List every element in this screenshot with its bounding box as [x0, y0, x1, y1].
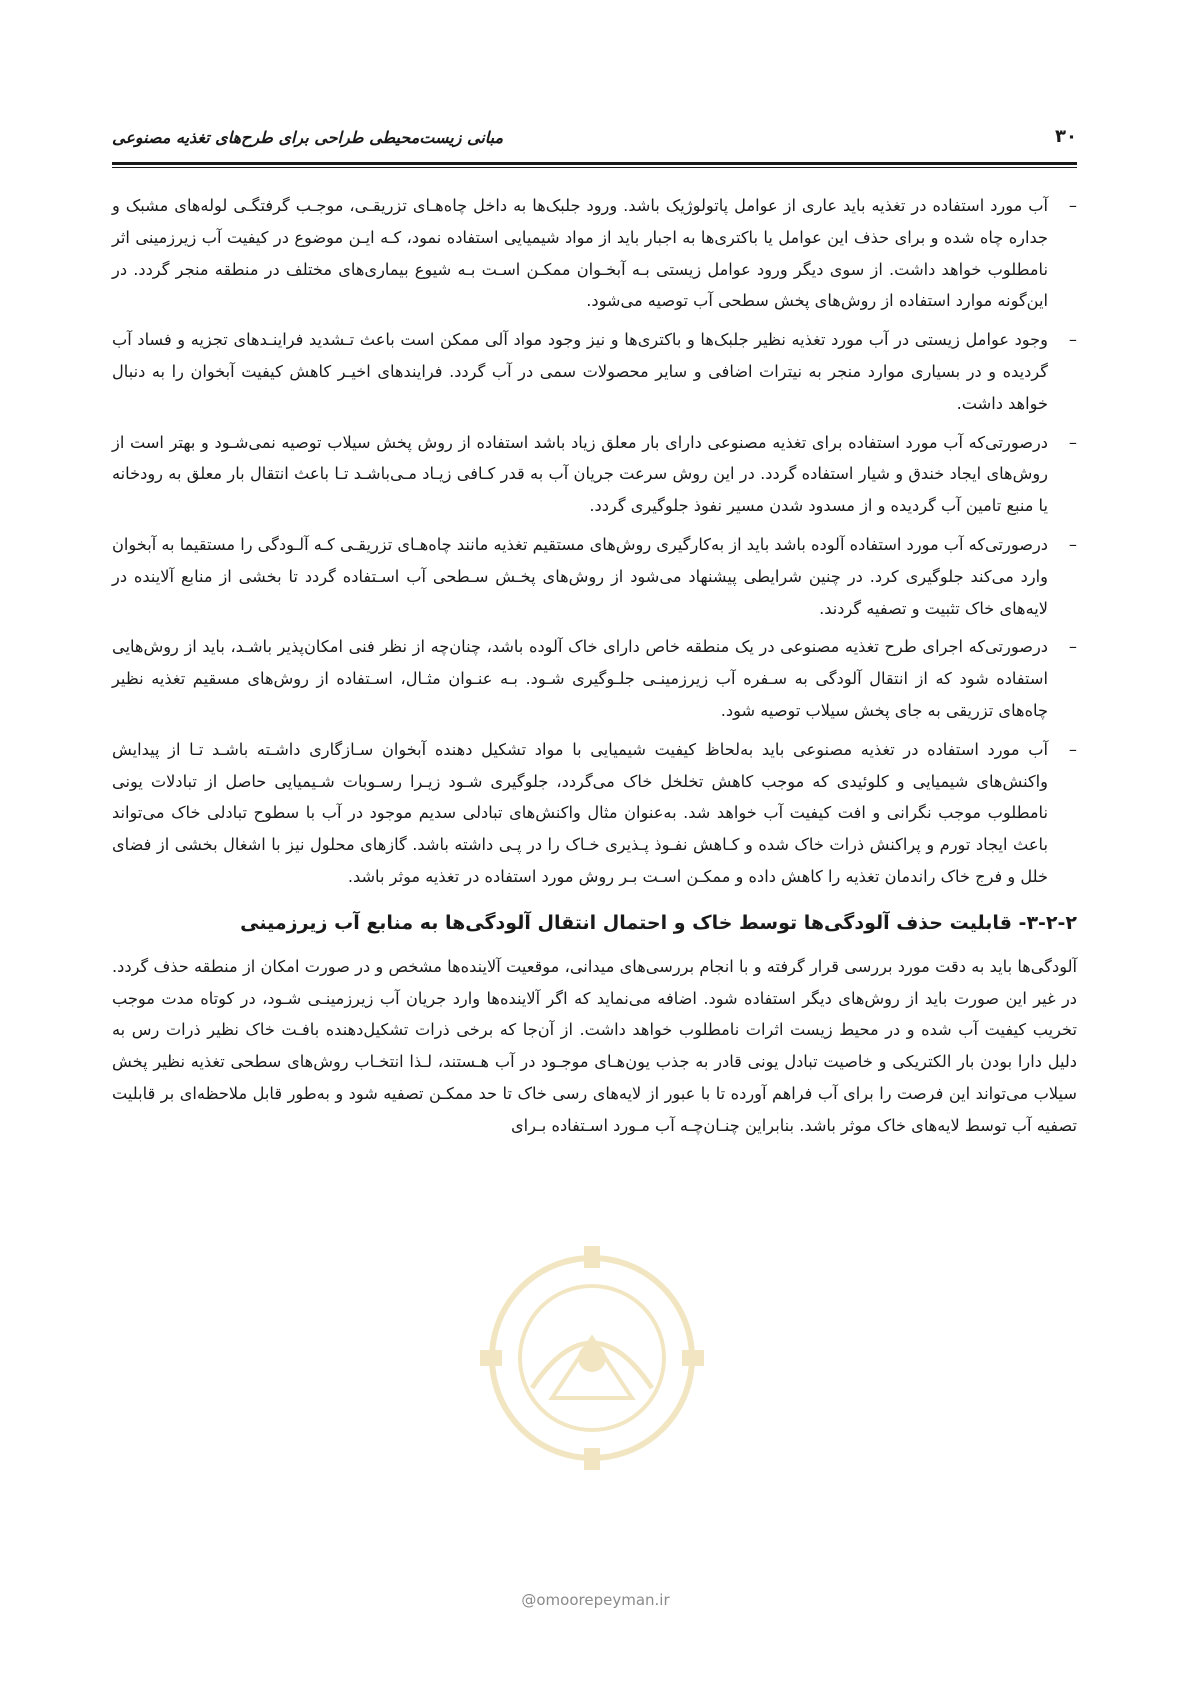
section-heading: ۳-۲-۲- قابلیت حذف آلودگی‌ها توسط خاک و احتمال انتقال آلودگی‌ها به منابع آب زیرزمینی [240, 911, 1077, 934]
dash-bullet-icon: – [1068, 196, 1077, 215]
list-item [112, 427, 1077, 522]
list-item-text: درصورتی‌که اجرای طرح تغذیه مصنوعی در یک منطقه خاص دارای خاک آلوده باشد، چنان‌چه از نظر فنی امکان‌پذیر باشـد، باید از روش‌هایی استفاده شود که از انتقال آلودگی به سـفره آب زیرزمینـی جلـوگیری شـود. بـه عنـوان مثـال، اسـتفاده از روش‌های مسقیم تغذیه نظیر چاه‌های تزریقی به جای پخش سیلاب توصیه شود. [112, 637, 1048, 720]
dash-bullet-icon: – [1068, 330, 1077, 350]
list-item-text: درصورتی‌که آب مورد استفاده آلوده باشد باید از به‌کارگیری روش‌های مستقیم تغذیه مانند چاه‌هـای تزریقـی کـه آلـودگی را مستقیما به آبخوان وارد می‌کند جلوگیری کرد. در چنین شرایطی پیشنهاد می‌شود از روش‌های پخـش سـطحی آب اسـتفاده گردد تا بخشی از منابع آلاینده در لایه‌های خاک تثبیت و تصفیه گردند. [112, 534, 1048, 618]
list-item [112, 190, 1077, 317]
watermark-logo-icon [472, 1238, 712, 1478]
dash-bullet-icon: – [1068, 534, 1077, 554]
list-item [112, 529, 1077, 624]
page-content [112, 190, 1077, 1142]
page-number: ۳۰ [1055, 126, 1077, 147]
watermark-url: @omoorepeyman.ir [521, 1591, 670, 1609]
running-title: مبانی زیست‌محیطی طراحی برای طرح‌های تغذیه مصنوعی [112, 128, 504, 147]
list-item [112, 734, 1077, 893]
dash-bullet-icon: – [1068, 739, 1077, 759]
dash-bullet-icon: – [1068, 637, 1077, 657]
body-paragraph: آلودگی‌ها باید به دقت مورد بررسی قرار گرفته و با انجام بررسی‌های میدانی، موقعیت آلاینده‌ها مشخص و در صورت امکان از منطقه حذف گردد. در غیر این صورت باید از روش‌های دیگر استفاده شود. اضافه می‌نماید که اگر آلاینده‌ها وارد جریان آب زیرزمینـی شـود، در کوتاه مدت موجب تخریب کیفیت آب شده و در محیط زیست اثرات نامطلوب خواهد داشت. از آن‌جا که برخی ذرات تشکیل‌دهنده بافـت خاک نظیر ذرات رس به دلیل دارا بودن بار الکتریکی و خاصیت تبادل یونی قادر به جذب یون‌هـای موجـود در آب هـستند، لـذا انتخـاب روش‌های سطحی تغذیه نظیر پخش سیلاب می‌تواند این فرصت را برای آب فراهم آورده تا با عبور از لایه‌های رسی خاک تا حد ممکـن تصفیه شود و به‌طور قابل ملاحظه‌ای بر قابلیت تصفیه آب توسط لایه‌های خاک موثر باشد. بنابراین چنـان‌چـه آب مـورد اسـتفاده بـرای [112, 956, 1077, 1135]
bullet-list [112, 190, 1077, 893]
list-item-text: وجود عوامل زیستی در آب مورد تغذیه نظیر جلبک‌ها و باکتری‌ها و نیز وجود مواد آلی ممکن است باعث تـشدید فراینـدهای تجزیه و فساد آب گردیده و در بسیاری موارد منجر به نیترات اضافی و سایر محصولات سمی در آب گردد. فرایندهای اخیـر کاهش کیفیت آبخوان را به دنبال خواهد داشت. [112, 330, 1048, 413]
page-header [112, 126, 1077, 162]
list-item [112, 631, 1077, 726]
list-item-text: آب مورد استفاده در تغذیه باید عاری از عوامل پاتولوژیک باشد. ورود جلبک‌ها به داخل چاه‌هـای تزریقـی، موجـب گرفتگـی لوله‌های مشبک و جداره چاه شده و برای حذف این عوامل یا باکتری‌ها به اجبار باید از مواد شیمیایی استفاده نمود، کـه ایـن موضوع در کیفیت آب زیرزمینی اثر نامطلوب خواهد داشت. از سوی دیگر ورود عوامل زیستی بـه آبخـوان ممکـن اسـت بـه شیوع بیماری‌های مختلف در منطقه منجر گردد. در این‌گونه موارد استفاده از روش‌های پخش سطحی آب توصیه می‌شود. [112, 196, 1048, 311]
header-rule-thick [112, 162, 1077, 165]
list-item-text: درصورتی‌که آب مورد استفاده برای تغذیه مصنوعی دارای بار معلق زیاد باشد استفاده از روش پخش سیلاب توصیه نمی‌شـود و بهتر است از روش‌های ایجاد خندق و شیار استفاده گردد. در این روش سرعت جریان آب به قدر کـافی زیـاد مـی‌باشـد تـا باعث انتقال بار معلق به رودخانه یا منبع تامین آب گردیده و از مسدود شدن مسیر نفوذ جلوگیری گردد. [112, 432, 1048, 516]
list-item [112, 324, 1077, 419]
header-rule-thin [112, 167, 1077, 168]
list-item-text: آب مورد استفاده در تغذیه مصنوعی باید به‌لحاظ کیفیت شیمیایی با مواد تشکیل دهنده آبخوان سـازگاری داشـته باشـد تـا از پیدایش واکنش‌های شیمیایی و کلوئیدی که موجب کاهش تخلخل خاک می‌گردد، جلوگیری شـود زیـرا رسـوبات شـیمیایی حاصل از تبادلات یونی نامطلوب موجب نگرانی و افت کیفیت آب خواهد شد. به‌عنوان مثال واکنش‌های تبادلی سدیم موجود در آب با سطوح تبادلی خاک می‌تواند باعث ایجاد تورم و پراکنش ذرات خاک شده و کـاهش نفـوذ پـذیری خـاک را در پـی داشته باشد. گازهای محلول نیز با اشغال بخشی از فضای خلل و فرج خاک راندمان تغذیه را کاهش داده و ممکـن اسـت بـر روش مورد استفاده در تغذیه موثر باشد. [112, 739, 1048, 886]
dash-bullet-icon: – [1068, 432, 1077, 452]
